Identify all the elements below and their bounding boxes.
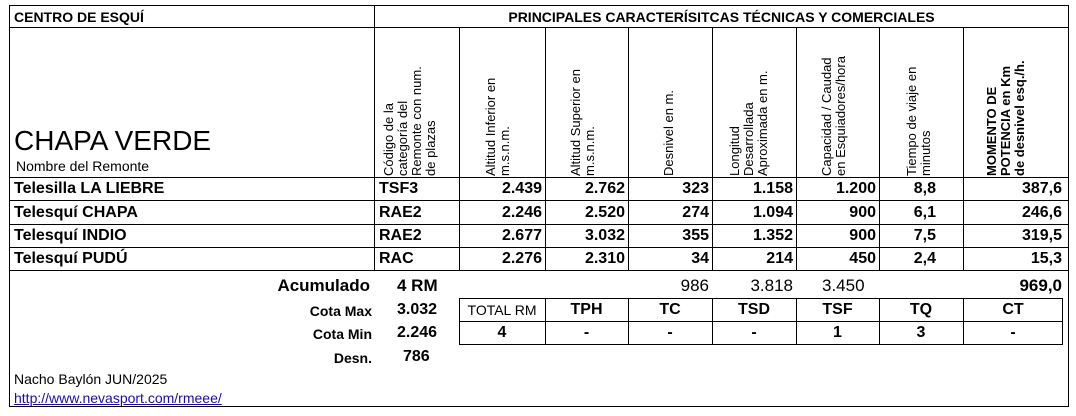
cota-min-label: Cota Min xyxy=(312,326,372,342)
lift-name: Telesquí INDIO xyxy=(14,227,127,244)
category-header: TPH xyxy=(570,301,603,318)
center-label: CENTRO DE ESQUÍ xyxy=(14,9,144,25)
lift-code: RAE2 xyxy=(379,204,422,221)
total-rm: 4 RM xyxy=(397,276,438,295)
capacidad: 900 xyxy=(849,204,876,221)
divider xyxy=(374,5,375,177)
divider xyxy=(9,247,1069,248)
acumulado-label: Acumulado xyxy=(277,276,370,295)
lift-name: Telesilla LA LIEBRE xyxy=(14,180,165,197)
divider xyxy=(9,224,1069,225)
category-header: TC xyxy=(659,301,681,318)
category-value: - xyxy=(583,324,590,341)
cota-min: 2.246 xyxy=(397,324,438,341)
category-value: - xyxy=(667,324,673,341)
divider xyxy=(9,200,1069,201)
lift-name: Telesquí PUDÚ xyxy=(14,250,128,267)
alt-sup: 2.520 xyxy=(584,204,625,221)
nevasport-link[interactable]: http://www.nevasport.com/rmeee/ xyxy=(14,390,222,406)
divider xyxy=(9,270,1069,271)
column-header-alt-sup: Altitud Superior en m.s.n.m. xyxy=(568,69,597,176)
category-header: CT xyxy=(1002,301,1024,318)
lift-code: RAE2 xyxy=(379,227,422,244)
desnivel: 323 xyxy=(682,180,709,197)
column-header-desnivel: Desnivel en m. xyxy=(661,90,676,176)
category-value: 3 xyxy=(916,324,926,341)
momento: 319,5 xyxy=(1021,227,1062,244)
category-value: 1 xyxy=(833,324,842,341)
lift-name: Telesquí CHAPA xyxy=(14,204,138,221)
remonte-label: Nombre del Remonte xyxy=(16,158,150,174)
lift-code: TSF3 xyxy=(379,180,419,197)
acumulado-longitud: 3.818 xyxy=(750,276,793,295)
tiempo: 7,5 xyxy=(913,227,936,244)
alt-inf: 2.439 xyxy=(501,180,542,197)
acumulado-desnivel: 986 xyxy=(680,276,709,295)
tiempo: 8,8 xyxy=(913,180,936,197)
desn: 786 xyxy=(403,348,430,365)
column-header-code: Código de la categoría del Remonte con num. de plazas xyxy=(381,66,438,176)
desn-label: Desn. xyxy=(333,350,372,366)
column-header-alt-inf: Altitud Inferior en m.s.n.m. xyxy=(483,77,512,176)
alt-sup: 2.310 xyxy=(584,250,625,267)
capacidad: 1.200 xyxy=(835,180,876,197)
divider xyxy=(9,177,1069,178)
category-header: TSF xyxy=(822,301,853,318)
alt-inf: 2.677 xyxy=(501,227,542,244)
lift-code: RAC xyxy=(379,250,414,267)
section-title: PRINCIPALES CARACTERÍSITCAS TÉCNICAS Y COMERCIALES xyxy=(508,9,935,25)
cota-max-label: Cota Max xyxy=(309,303,372,319)
alt-inf: 2.276 xyxy=(501,250,542,267)
category-header: TQ xyxy=(909,301,933,318)
tiempo: 6,1 xyxy=(913,204,936,221)
column-header-tiempo: Tiempo de viaje en minutos xyxy=(904,66,933,176)
category-value: - xyxy=(751,324,757,341)
acumulado-capacidad: 3.450 xyxy=(822,276,865,295)
acumulado-momento: 969,0 xyxy=(1019,276,1062,295)
divider xyxy=(459,321,1063,322)
momento: 246,6 xyxy=(1021,204,1062,221)
longitud: 1.352 xyxy=(752,227,793,244)
desnivel: 355 xyxy=(682,227,709,244)
column-header-longitud: Longitud Desarrollada Aproximada en m. xyxy=(727,70,770,176)
tiempo: 2,4 xyxy=(913,250,936,267)
divider xyxy=(9,27,1069,28)
capacidad: 450 xyxy=(849,250,876,267)
longitud: 1.158 xyxy=(752,180,793,197)
divider xyxy=(374,177,375,271)
capacidad: 900 xyxy=(849,227,876,244)
longitud: 214 xyxy=(766,250,793,267)
category-header: TOTAL RM xyxy=(467,302,537,318)
longitud: 1.094 xyxy=(752,204,793,221)
column-header-momento: MOMENTO DE POTENCIA en Km de desnivel esq./h. xyxy=(984,60,1027,176)
category-header: TSD xyxy=(738,301,770,318)
author: Nacho Baylón JUN/2025 xyxy=(14,371,168,387)
column-header-capacidad: Capacidad / Caudad en Esquiadores/hora xyxy=(819,56,848,176)
desnivel: 274 xyxy=(682,204,709,221)
alt-sup: 2.762 xyxy=(584,180,625,197)
momento: 15,3 xyxy=(1030,250,1062,267)
momento: 387,6 xyxy=(1021,180,1062,197)
category-value: - xyxy=(1010,324,1016,341)
resort-name: CHAPA VERDE xyxy=(14,125,212,156)
alt-sup: 3.032 xyxy=(584,227,625,244)
category-value: 4 xyxy=(497,324,507,341)
desnivel: 34 xyxy=(691,250,709,267)
cota-max: 3.032 xyxy=(397,301,438,318)
alt-inf: 2.246 xyxy=(501,204,542,221)
